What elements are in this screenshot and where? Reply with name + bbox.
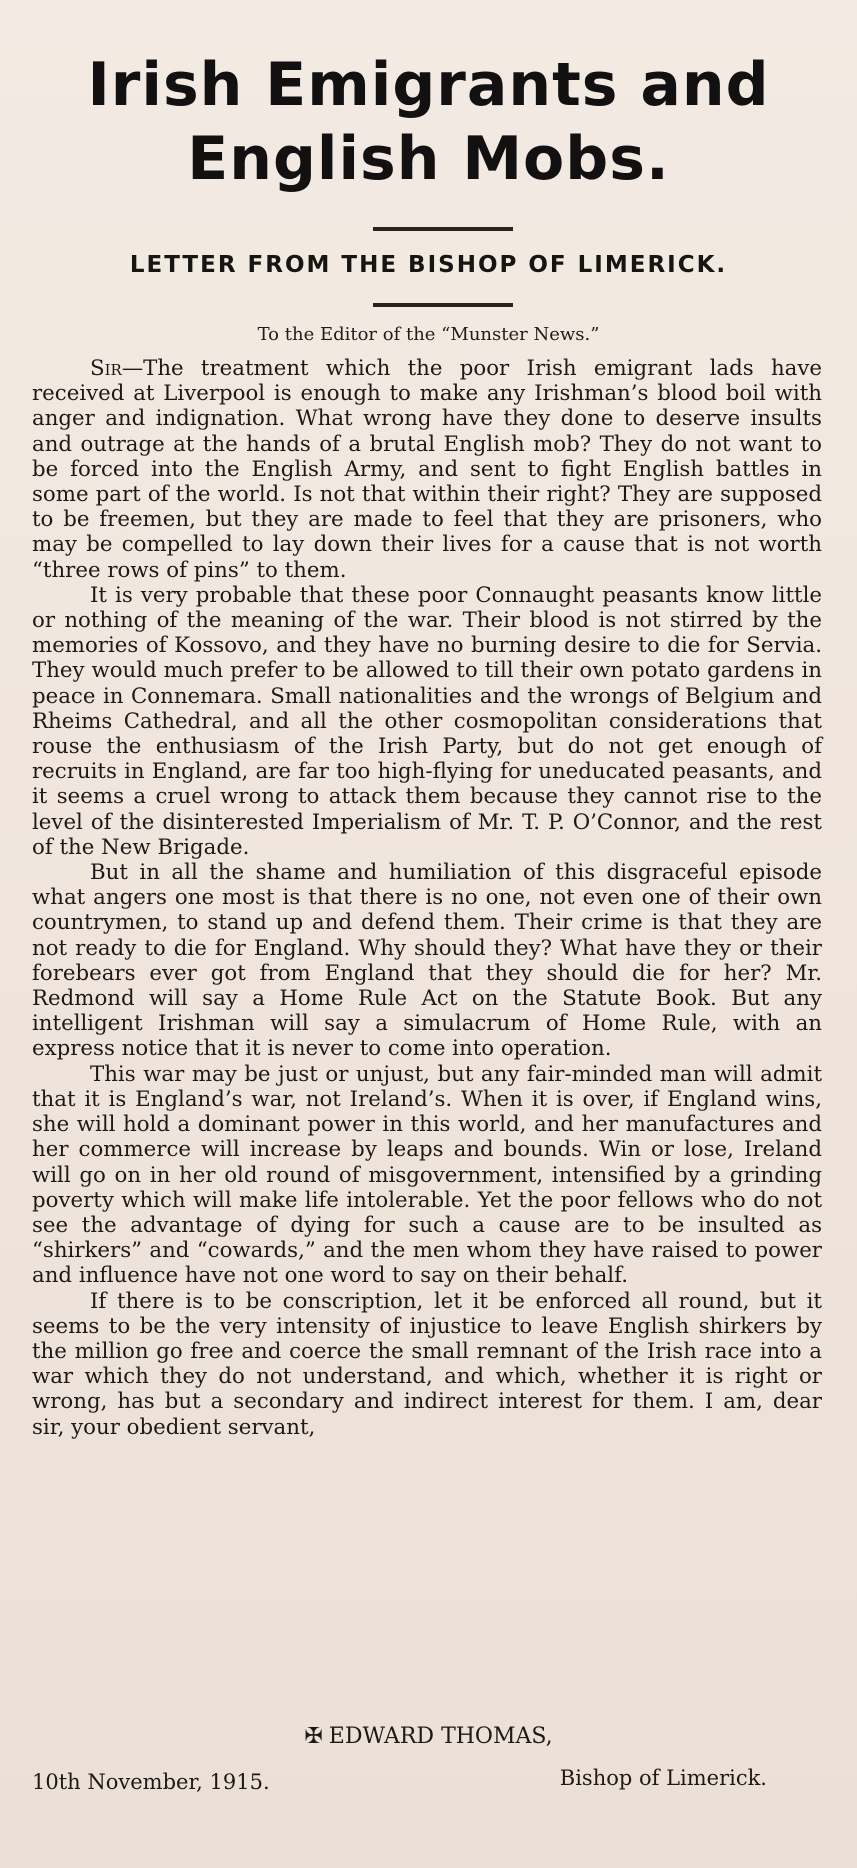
- divider-top: [373, 227, 513, 231]
- signature: [0, 1724, 857, 1749]
- paragraph-2: It is very probable that these poor Connaught peasants know little or nothing of the meaning of the war. Their blood is not stirred by the memories of Kossovo, and they have no burning desire to die for Servia. They would much prefer to be allowed to till their own potato gardens in peace in Connemara. Small nationalities and the wrongs of Belgium and Rheims Cathedral, and all the other cosmopolitan considerations that rouse the enthusiasm of the Irish Party, but do not get enough of recruits in England, are far too high-flying for uneducated peasants, and it seems a cruel wrong to attack them because they cannot rise to the level of the disinterested Imperialism of Mr. T. P. O’Connor, and the rest of the New Brigade.: [32, 582, 822, 860]
- paragraph-5: If there is to be conscription, let it be enforced all round, but it seems to be the very intensity of injustice to leave English shirkers by the million go free and coerce the small remnant of the Irish race into a war which they do not understand, and which, whether it is right or wrong, has but a secondary and indirect interest for them. I am, dear sir, your obedient servant,: [32, 1288, 822, 1440]
- salutation-prefix: Sir: [90, 356, 122, 381]
- document-subtitle: LETTER FROM THE BISHOP OF LIMERICK.: [129, 252, 728, 278]
- paragraph-3: But in all the shame and humiliation of this disgraceful episode what angers one most is that there is no one, not even one of their own countrymen, to stand up and defend them. Their crime is that they are not ready to die for England. Why should they? What have they or their forebears ever got from England that they should die for her? Mr. Redmond will say a Home Rule Act on the Statute Book. But any intelligent Irishman will say a simulacrum of Home Rule, with an express notice that it is never to come into operation.: [32, 860, 822, 1062]
- title-line-1: Irish Emigrants and: [87, 50, 770, 120]
- letter-date: 10th November, 1915.: [32, 1770, 270, 1794]
- document-title: [0, 48, 857, 196]
- divider-bottom: [373, 303, 513, 307]
- signature-title: Bishop of Limerick.: [559, 1766, 767, 1790]
- editor-salutation: To the Editor of the “Munster News.”: [257, 324, 600, 345]
- letter-body: [32, 356, 822, 1440]
- signature-name: EDWARD THOMAS,: [328, 1724, 553, 1749]
- paragraph-1: [32, 356, 822, 583]
- paragraph-1-text: —The treatment which the poor Irish emigrant lads have received at Liverpool is enough to make any Irishman’s blood boil with anger and indignation. What wrong have they done to deserve insults and outrage at the hands of a brutal English mob? They do not want to be forced into the English Army, and sent to fight English battles in some part of the world. Is not that within their right? They are supposed to be freemen, but they are made to feel that they are prisoners, who may be compelled to lay down their lives for a cause that is not worth “three rows of pins” to them.: [32, 356, 822, 583]
- cross-icon: ✠: [304, 1724, 323, 1749]
- title-line-2: English Mobs.: [187, 124, 670, 194]
- paragraph-4: This war may be just or unjust, but any fair-minded man will admit that it is England’s war, not Ireland’s. When it is over, if England wins, she will hold a dominant power in this world, and her manufactures and her commerce will increase by leaps and bounds. Win or lose, Ireland will go on in her old round of misgovernment, intensified by a grinding poverty which will make life intolerable. Yet the poor fellows who do not see the advantage of dying for such a cause are to be insulted as “shirkers” and “cowards,” and the men whom they have raised to power and influence have not one word to say on their behalf.: [32, 1061, 822, 1289]
